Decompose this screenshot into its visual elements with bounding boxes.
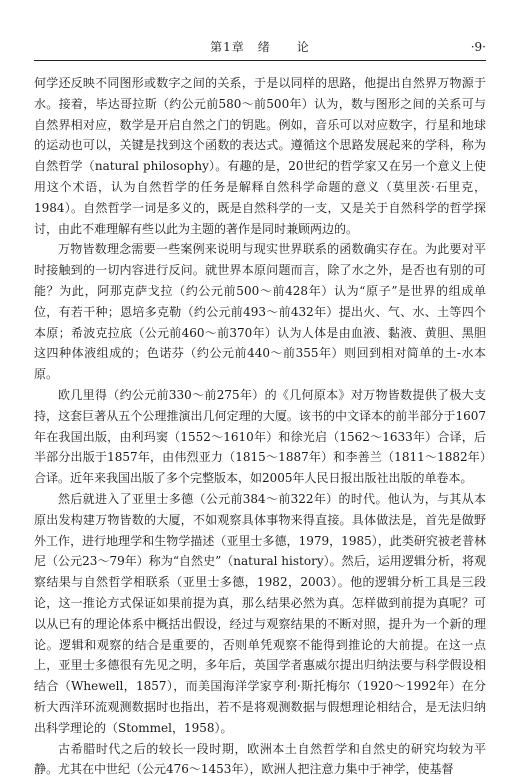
running-header (34, 34, 486, 61)
paragraph-5: 古希腊时代之后的较长一段时期，欧洲本土自然哲学和自然史的研究均较为平静。尤其在中世纪（公元476～1453年），欧洲人把注意力集中于神学，使基督 (34, 739, 486, 780)
page-number: ·9· (471, 34, 486, 60)
paragraph-3: 欧几里得（约公元前330～前275年）的《几何原本》对万物皆数提供了极大支持，这套巨著从五个公理推演出几何定理的大厦。该书的中文译本的前半部分于1607年在我国出版，由利玛窦（1552～1610年）和徐光启（1562～1633年）合译，后半部分出版于1857年，由伟烈亚力（1815～1887年）和李善兰（1811～1882年）合译。近年来我国出版了多个完整版本，如2005年人民日报出版社出版的单卷本。 (34, 385, 486, 489)
chapter-title: 第1章 绪 论 (34, 34, 486, 60)
paragraph-2: 万物皆数理念需要一些案例来说明与现实世界联系的函数确实存在。为此要对平时接触到的一切内容进行反问。就世界本原问题而言，除了水之外，是否也有别的可能？为此，阿那克萨戈拉（约公元前500～前428年）认为“原子”是世界的组成单位，有若干种；恩培多克勒（约公元前493～前432年）提出火、气、水、土等四个本原；希波克拉底（公元前460～前370年）认为人体是由血液、黏液、黄胆、黑胆这四种体液组成的；色诺芬（约公元前440～前355年）则回到相对简单的土-水本原。 (34, 239, 486, 385)
paragraph-4: 然后就进入了亚里士多德（公元前384～前322年）的时代。他认为，与其从本原出发构建万物皆数的大厦，不如观察具体事物来得直接。具体做法是，首先是做野外工作，进行地理学和生物学描述（亚里士多德，1979，1985），此类研究被老普林尼（公元23～79年）称为“自然史”（natural history）。然后，运用逻辑分析，将观察结果与自然哲学相联系（亚里士多德，1982，2003）。他的逻辑分析工具是三段论，这一推论方式保证如果前提为真，那么结果必然为真。怎样做到前提为真呢？可以从已有的理论体系中概括出假设，经过与观察结果的不断对照，提升为一个新的理论。逻辑和观察的结合是重要的，否则单凭观察不能得到推论的大前提。在这一点上，亚里士多德很有先见之明，多年后，英国学者惠威尔提出归纳法要与科学假设相结合（Whewell，1857），而美国海洋学家亨利·斯托梅尔（1920～1992年）在分析大西洋环流观测数据时也指出，若不是将观测数据与假想理论相结合，是无法归纳出科学理论的（Stommel，1958）。 (34, 489, 486, 739)
body-text (34, 73, 486, 780)
paragraph-1: 何学还反映不同图形或数字之间的关系，于是以同样的思路，他提出自然界万物源于水。接着，毕达哥拉斯（约公元前580～前500年）认为，数与图形之间的关系可与自然界相对应，数学是开启自然之门的钥匙。例如，音乐可以对应数字，行星和地球的运动也可以，关键是找到这个函数的表达式。遵循这个思路发展起来的学科，称为自然哲学（natural philosophy）。有趣的是，20世纪的哲学家又在另一个意义上使用这个术语，认为自然哲学的任务是解释自然科学命题的意义（莫里茨·石里克，1984）。自然哲学一词是多义的，既是自然科学的一支，又是关于自然科学的哲学探讨，由此不难理解有些以此为主题的著作是同时兼顾两边的。 (34, 73, 486, 239)
